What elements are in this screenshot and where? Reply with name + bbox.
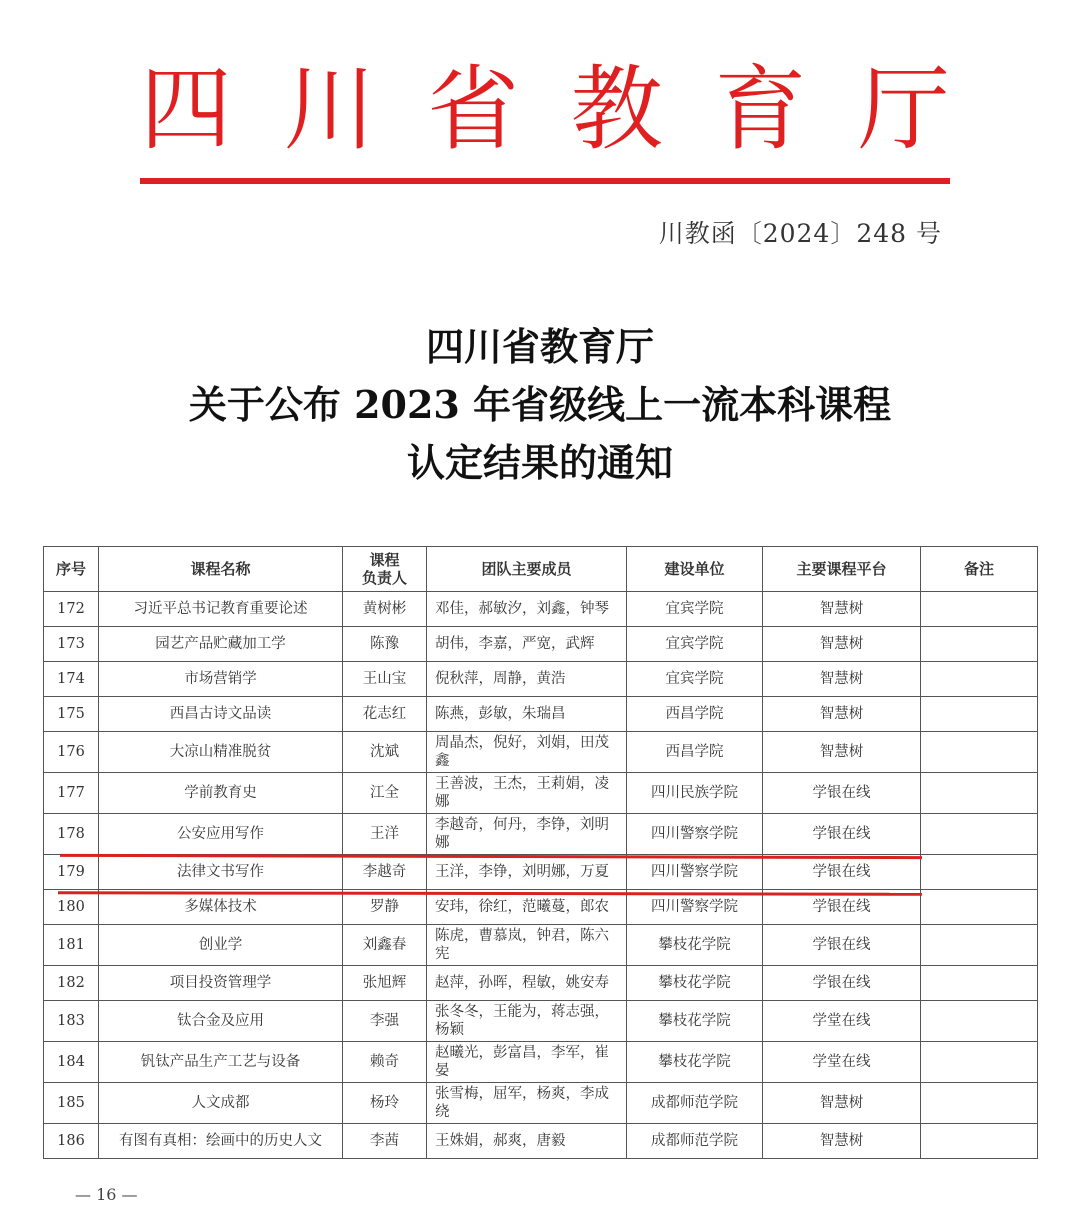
table-row bbox=[44, 697, 1038, 732]
letterhead-char: 教 bbox=[570, 56, 663, 163]
cell-members: 胡伟，李嘉，严宽，武辉 bbox=[427, 627, 627, 662]
cell-lead: 李越奇 bbox=[343, 855, 427, 890]
cell-course: 市场营销学 bbox=[99, 662, 343, 697]
table-row bbox=[44, 773, 1038, 814]
header-platform: 主要课程平台 bbox=[763, 547, 921, 592]
cell-lead: 沈斌 bbox=[343, 732, 427, 773]
table-row bbox=[44, 1083, 1038, 1124]
table-row bbox=[44, 1124, 1038, 1159]
cell-members: 邓佳，郝敏汐，刘鑫，钟琴 bbox=[427, 592, 627, 627]
cell-members: 李越奇，何丹，李铮，刘明娜 bbox=[427, 814, 627, 855]
cell-course: 钛合金及应用 bbox=[99, 1001, 343, 1042]
cell-course: 有图有真相：绘画中的历史人文 bbox=[99, 1124, 343, 1159]
notice-title bbox=[0, 318, 1080, 492]
cell-platform: 智慧树 bbox=[763, 697, 921, 732]
table-row-highlighted bbox=[44, 855, 1038, 890]
header-unit: 建设单位 bbox=[627, 547, 763, 592]
letterhead bbox=[140, 56, 950, 163]
cell-course: 人文成都 bbox=[99, 1083, 343, 1124]
cell-unit: 攀枝花学院 bbox=[627, 1001, 763, 1042]
cell-unit: 四川警察学院 bbox=[627, 855, 763, 890]
letterhead-divider bbox=[140, 178, 950, 184]
cell-lead: 陈豫 bbox=[343, 627, 427, 662]
cell-lead: 李茜 bbox=[343, 1124, 427, 1159]
cell-remark bbox=[921, 925, 1038, 966]
cell-course: 多媒体技术 bbox=[99, 890, 343, 925]
cell-members: 安玮，徐红，范曦蔓，郎农 bbox=[427, 890, 627, 925]
header-lead-line2: 负责人 bbox=[361, 569, 407, 587]
cell-no: 179 bbox=[44, 855, 99, 890]
cell-lead: 杨玲 bbox=[343, 1083, 427, 1124]
cell-unit: 攀枝花学院 bbox=[627, 925, 763, 966]
cell-members: 倪秋萍，周静，黄浩 bbox=[427, 662, 627, 697]
cell-unit: 宜宾学院 bbox=[627, 627, 763, 662]
cell-members: 王洋，李铮，刘明娜，万夏 bbox=[427, 855, 627, 890]
cell-no: 185 bbox=[44, 1083, 99, 1124]
cell-remark bbox=[921, 855, 1038, 890]
cell-lead: 王山宝 bbox=[343, 662, 427, 697]
cell-platform: 学银在线 bbox=[763, 773, 921, 814]
cell-no: 182 bbox=[44, 966, 99, 1001]
cell-remark bbox=[921, 1083, 1038, 1124]
cell-members: 周晶杰，倪好，刘娟，田茂鑫 bbox=[427, 732, 627, 773]
cell-platform: 智慧树 bbox=[763, 732, 921, 773]
letterhead-char: 四 bbox=[140, 56, 233, 163]
page-number: — 16 — bbox=[75, 1185, 138, 1204]
cell-members: 张冬冬，王能为，蒋志强，杨颖 bbox=[427, 1001, 627, 1042]
title-line-3: 认定结果的通知 bbox=[406, 440, 673, 485]
cell-platform: 智慧树 bbox=[763, 1083, 921, 1124]
cell-no: 183 bbox=[44, 1001, 99, 1042]
table-row bbox=[44, 966, 1038, 1001]
cell-lead: 李强 bbox=[343, 1001, 427, 1042]
table-row bbox=[44, 814, 1038, 855]
cell-unit: 四川民族学院 bbox=[627, 773, 763, 814]
cell-platform: 学堂在线 bbox=[763, 1042, 921, 1083]
cell-unit: 四川警察学院 bbox=[627, 814, 763, 855]
cell-unit: 西昌学院 bbox=[627, 697, 763, 732]
letterhead-char: 省 bbox=[427, 56, 520, 163]
cell-remark bbox=[921, 966, 1038, 1001]
title-line-1: 四川省教育厅 bbox=[425, 324, 654, 369]
cell-members: 赵曦光，彭富昌，李军，崔晏 bbox=[427, 1042, 627, 1083]
cell-unit: 宜宾学院 bbox=[627, 662, 763, 697]
cell-course: 项目投资管理学 bbox=[99, 966, 343, 1001]
cell-members: 张雪梅，屈军，杨爽，李成绕 bbox=[427, 1083, 627, 1124]
cell-unit: 成都师范学院 bbox=[627, 1124, 763, 1159]
cell-members: 陈燕，彭敏，朱瑞昌 bbox=[427, 697, 627, 732]
cell-members: 赵萍，孙晖，程敏，姚安寿 bbox=[427, 966, 627, 1001]
cell-platform: 智慧树 bbox=[763, 662, 921, 697]
cell-no: 178 bbox=[44, 814, 99, 855]
header-lead bbox=[343, 547, 427, 592]
cell-course: 法律文书写作 bbox=[99, 855, 343, 890]
title-line-2: 关于公布 2023 年省级线上一流本科课程 bbox=[188, 382, 892, 427]
cell-remark bbox=[921, 1124, 1038, 1159]
cell-lead: 黄树彬 bbox=[343, 592, 427, 627]
cell-remark bbox=[921, 732, 1038, 773]
cell-no: 173 bbox=[44, 627, 99, 662]
letterhead-char: 育 bbox=[714, 56, 807, 163]
table-row bbox=[44, 732, 1038, 773]
letterhead-char: 川 bbox=[283, 56, 376, 163]
header-members: 团队主要成员 bbox=[427, 547, 627, 592]
table-header-row bbox=[44, 547, 1038, 592]
course-table bbox=[43, 546, 1038, 1159]
cell-no: 172 bbox=[44, 592, 99, 627]
cell-lead: 刘鑫春 bbox=[343, 925, 427, 966]
cell-members: 陈虎，曹慕岚，钟君，陈六宪 bbox=[427, 925, 627, 966]
cell-no: 180 bbox=[44, 890, 99, 925]
cell-unit: 西昌学院 bbox=[627, 732, 763, 773]
cell-no: 176 bbox=[44, 732, 99, 773]
cell-platform: 学银在线 bbox=[763, 966, 921, 1001]
cell-lead: 王洋 bbox=[343, 814, 427, 855]
cell-remark bbox=[921, 697, 1038, 732]
cell-course: 学前教育史 bbox=[99, 773, 343, 814]
cell-no: 177 bbox=[44, 773, 99, 814]
table-row bbox=[44, 592, 1038, 627]
cell-platform: 智慧树 bbox=[763, 1124, 921, 1159]
header-no: 序号 bbox=[44, 547, 99, 592]
cell-lead: 花志红 bbox=[343, 697, 427, 732]
cell-remark bbox=[921, 773, 1038, 814]
cell-course: 大凉山精准脱贫 bbox=[99, 732, 343, 773]
cell-no: 175 bbox=[44, 697, 99, 732]
cell-unit: 成都师范学院 bbox=[627, 1083, 763, 1124]
cell-course: 习近平总书记教育重要论述 bbox=[99, 592, 343, 627]
cell-unit: 四川警察学院 bbox=[627, 890, 763, 925]
cell-remark bbox=[921, 627, 1038, 662]
cell-unit: 攀枝花学院 bbox=[627, 966, 763, 1001]
table-row bbox=[44, 1042, 1038, 1083]
cell-course: 公安应用写作 bbox=[99, 814, 343, 855]
document-number: 川教函〔2024〕248 号 bbox=[658, 219, 942, 248]
table-row bbox=[44, 925, 1038, 966]
cell-remark bbox=[921, 1001, 1038, 1042]
cell-lead: 江全 bbox=[343, 773, 427, 814]
table-row bbox=[44, 1001, 1038, 1042]
cell-no: 174 bbox=[44, 662, 99, 697]
header-lead-line1: 课程 bbox=[369, 551, 400, 569]
header-course: 课程名称 bbox=[99, 547, 343, 592]
cell-platform: 学银在线 bbox=[763, 855, 921, 890]
cell-course: 西昌古诗文品读 bbox=[99, 697, 343, 732]
cell-platform: 智慧树 bbox=[763, 627, 921, 662]
cell-platform: 智慧树 bbox=[763, 592, 921, 627]
letterhead-char: 厅 bbox=[857, 56, 950, 163]
cell-unit: 宜宾学院 bbox=[627, 592, 763, 627]
cell-remark bbox=[921, 814, 1038, 855]
cell-no: 186 bbox=[44, 1124, 99, 1159]
cell-no: 181 bbox=[44, 925, 99, 966]
table-row bbox=[44, 662, 1038, 697]
cell-course: 创业学 bbox=[99, 925, 343, 966]
cell-lead: 张旭辉 bbox=[343, 966, 427, 1001]
header-remark: 备注 bbox=[921, 547, 1038, 592]
cell-course: 钒钛产品生产工艺与设备 bbox=[99, 1042, 343, 1083]
cell-remark bbox=[921, 890, 1038, 925]
cell-platform: 学银在线 bbox=[763, 814, 921, 855]
cell-members: 王姝娟，郝爽，唐毅 bbox=[427, 1124, 627, 1159]
cell-remark bbox=[921, 592, 1038, 627]
cell-lead: 罗静 bbox=[343, 890, 427, 925]
cell-unit: 攀枝花学院 bbox=[627, 1042, 763, 1083]
cell-platform: 学银在线 bbox=[763, 925, 921, 966]
cell-remark bbox=[921, 1042, 1038, 1083]
cell-course: 园艺产品贮藏加工学 bbox=[99, 627, 343, 662]
cell-no: 184 bbox=[44, 1042, 99, 1083]
table-row bbox=[44, 627, 1038, 662]
cell-platform: 学银在线 bbox=[763, 890, 921, 925]
cell-lead: 赖奇 bbox=[343, 1042, 427, 1083]
cell-members: 王善波，王杰，王莉娟，凌娜 bbox=[427, 773, 627, 814]
cell-remark bbox=[921, 662, 1038, 697]
cell-platform: 学堂在线 bbox=[763, 1001, 921, 1042]
